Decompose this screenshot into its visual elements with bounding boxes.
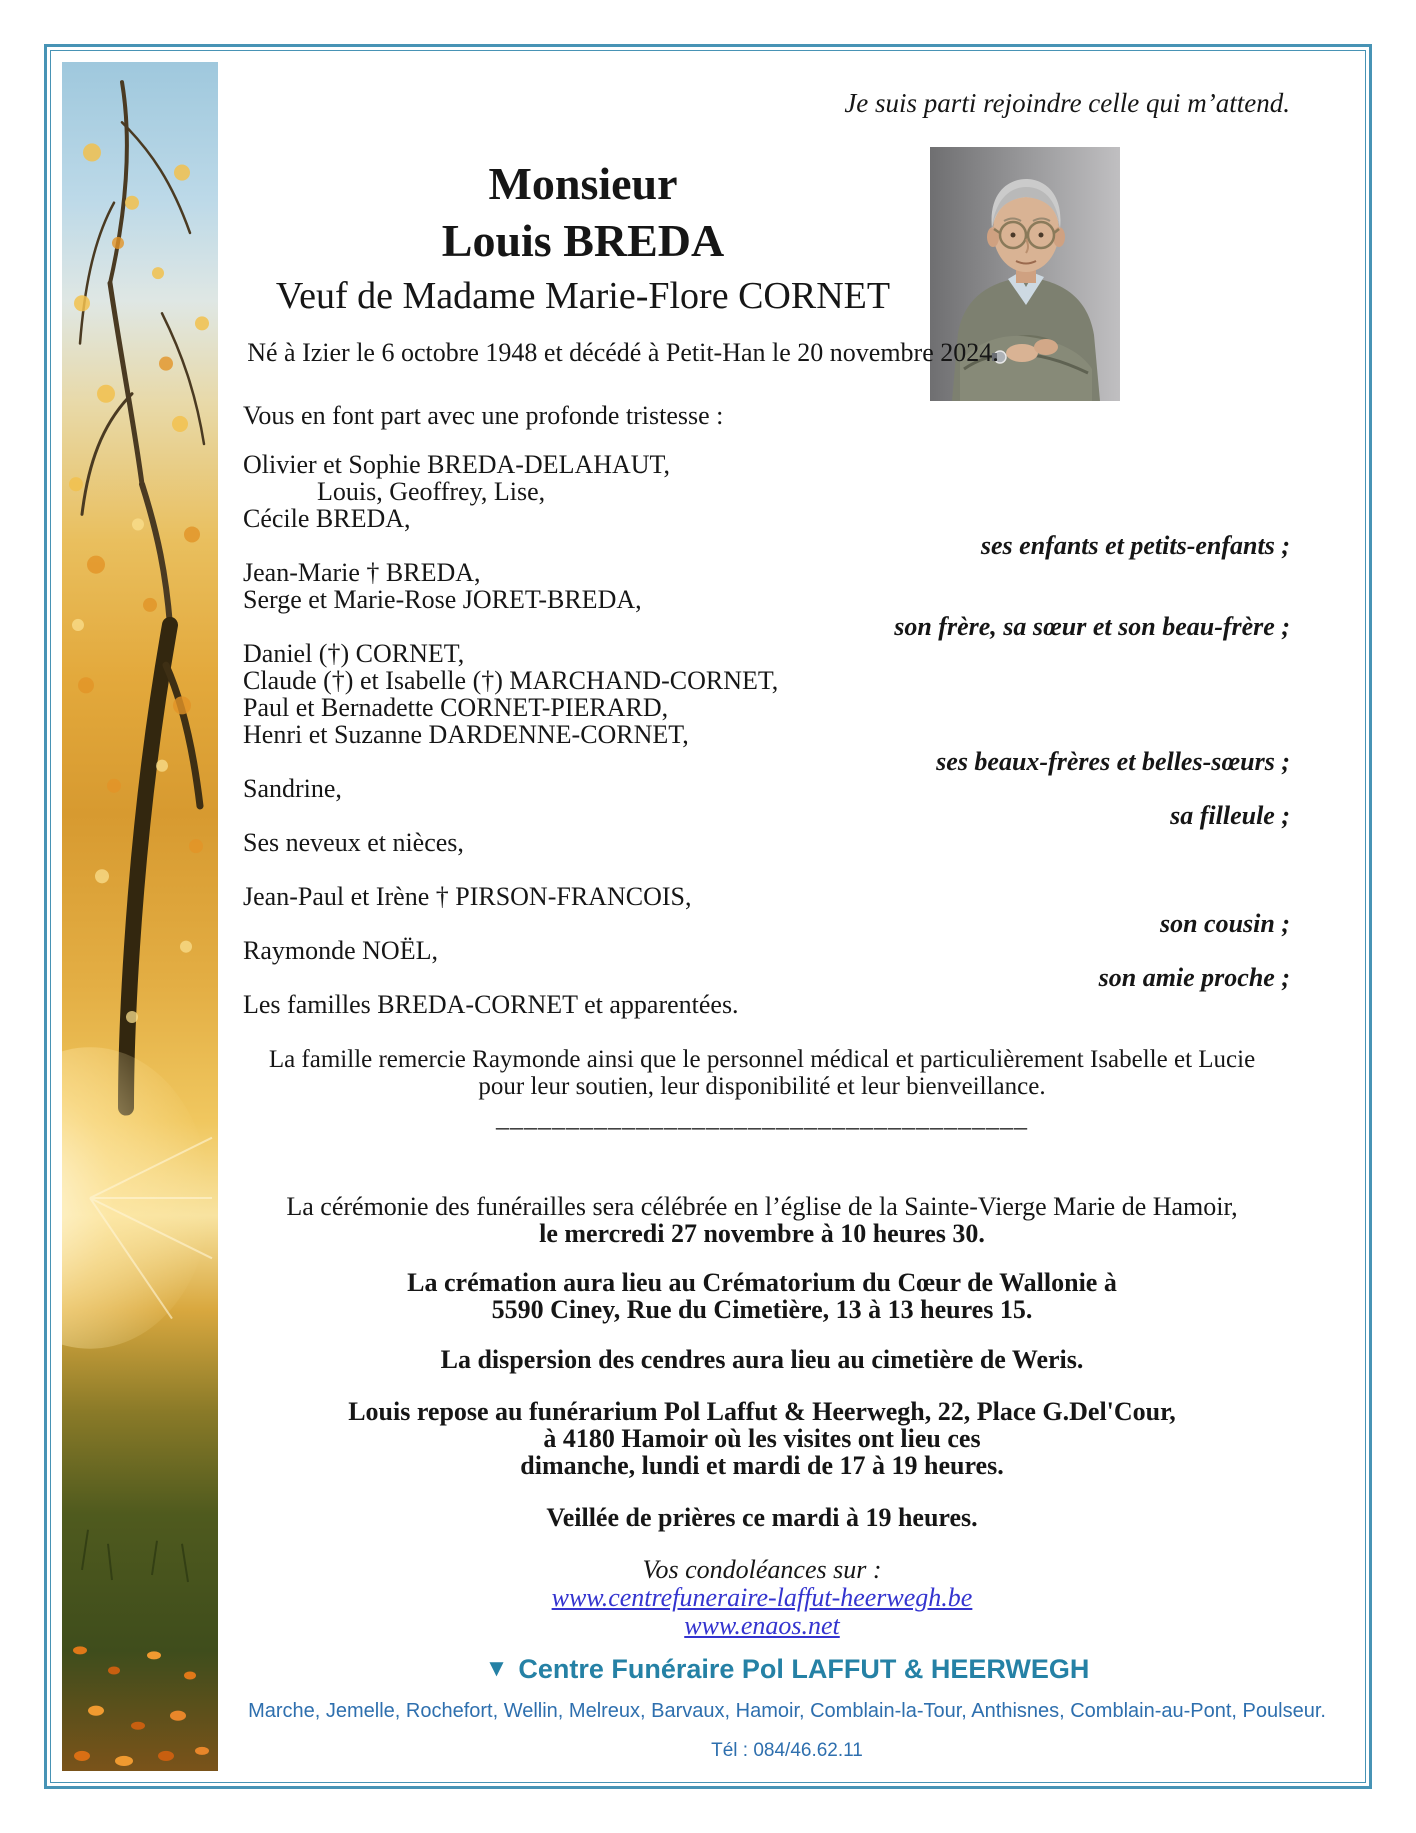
family-line: Jean-Paul et Irène † PIRSON-FRANCOIS, [243, 882, 692, 911]
repose-line: à 4180 Hamoir où les visites ont lieu ces [543, 1424, 981, 1453]
enaos-website-link[interactable]: www.enaos.net [684, 1611, 840, 1640]
title-monsieur: Monsieur [488, 158, 678, 209]
ceremony-datetime: le mercredi 27 novembre à 10 heures 30. [539, 1219, 985, 1248]
epitaph-quote: Je suis parti rejoindre celle qui m’attend. [844, 88, 1290, 118]
thanks-line: La famille remercie Raymonde ainsi que le personnel médical et particulièrement Isabelle et Lucie [268, 1046, 1256, 1073]
family-line: Paul et Bernadette CORNET-PIERARD, [243, 693, 669, 722]
funeral-home-website-link[interactable]: www.centrefuneraire-laffut-heerwegh.be [551, 1583, 973, 1612]
deceased-name: Louis BREDA [441, 215, 725, 266]
family-line: Louis, Geoffrey, Lise, [317, 477, 546, 506]
family-line: Jean-Marie † BREDA, [243, 558, 481, 587]
family-line: Sandrine, [243, 774, 342, 803]
ceremony-line: La cérémonie des funérailles sera célébrée en l’église de la Sainte-Vierge Marie de Hamoir, [286, 1192, 1238, 1221]
widower-subtitle: Veuf de Madame Marie-Flore CORNET [275, 275, 891, 317]
family-line: Olivier et Sophie BREDA-DELAHAUT, [243, 450, 671, 479]
phone-line: Tél : 084/46.62.11 [711, 1740, 863, 1761]
cremation-line: La crémation aura lieu au Crématorium du Cœur de Wallonie à [407, 1268, 1117, 1297]
condolences-label: Vos condoléances sur : [642, 1555, 882, 1584]
condolences-block [218, 1556, 1306, 1640]
relation-label: sa filleule ; [1170, 801, 1290, 830]
family-line: Henri et Suzanne DARDENNE-CORNET, [243, 720, 689, 749]
family-line: Les familles BREDA-CORNET et apparentées. [243, 990, 739, 1019]
relation-label: son frère, sa sœur et son beau-frère ; [894, 612, 1290, 641]
family-line: Cécile BREDA, [243, 504, 411, 533]
veillee-line: Veillée de prières ce mardi à 19 heures. [546, 1503, 978, 1532]
autumn-scene-illustration [62, 62, 218, 1771]
birth-death-line: Né à Izier le 6 octobre 1948 et décédé à Petit-Han le 20 novembre 2024. [247, 338, 999, 367]
relation-label: ses enfants et petits-enfants ; [980, 531, 1290, 560]
brand-name: Centre Funéraire Pol LAFFUT & HEERWEGH [518, 1654, 1090, 1684]
repose-line: Louis repose au funérarium Pol Laffut & Heerwegh, 22, Place G.Del'Cour, [348, 1397, 1176, 1426]
dispersion-line: La dispersion des cendres aura lieu au cimetière de Weris. [440, 1345, 1084, 1374]
repose-block [218, 1398, 1306, 1479]
thanks-line: pour leur soutien, leur disponibilité et leur bienveillance. [478, 1073, 1046, 1100]
family-line: Serge et Marie-Rose JORET-BREDA, [243, 585, 642, 614]
family-line: Daniel (†) CORNET, [243, 639, 465, 668]
thanks-paragraph [218, 1046, 1306, 1100]
cremation-block [218, 1269, 1306, 1323]
brand-triangle-icon: ▼ [484, 1655, 509, 1682]
family-line: Ses neveux et nièces, [243, 828, 464, 857]
relation-label: son cousin ; [1159, 909, 1290, 938]
repose-line: dimanche, lundi et mardi de 17 à 19 heures. [520, 1451, 1004, 1480]
funeral-home-brand [218, 1654, 1356, 1685]
ceremony-block [218, 1193, 1306, 1247]
cremation-line: 5590 Ciney, Rue du Cimetière, 13 à 13 heures 15. [491, 1295, 1033, 1324]
family-line: Raymonde NOËL, [243, 936, 438, 965]
family-list [243, 451, 1290, 1018]
intro-line: Vous en font part avec une profonde tristesse : [243, 401, 724, 430]
spacer [243, 856, 1290, 883]
family-line: Claude (†) et Isabelle (†) MARCHAND-CORNET, [243, 666, 779, 695]
branch-cities-line: Marche, Jemelle, Rochefort, Wellin, Melreux, Barvaux, Hamoir, Comblain-la-Tour, Anthisnes, Comblain-au-Pont, Poulseur. [248, 1700, 1326, 1722]
relation-label: son amie proche ; [1098, 963, 1290, 992]
separator-line: ______________________________________ [496, 1103, 1028, 1132]
relation-label: ses beaux-frères et belles-sœurs ; [936, 747, 1290, 776]
autumn-tree-photo [62, 62, 218, 1771]
title-block [218, 155, 948, 323]
